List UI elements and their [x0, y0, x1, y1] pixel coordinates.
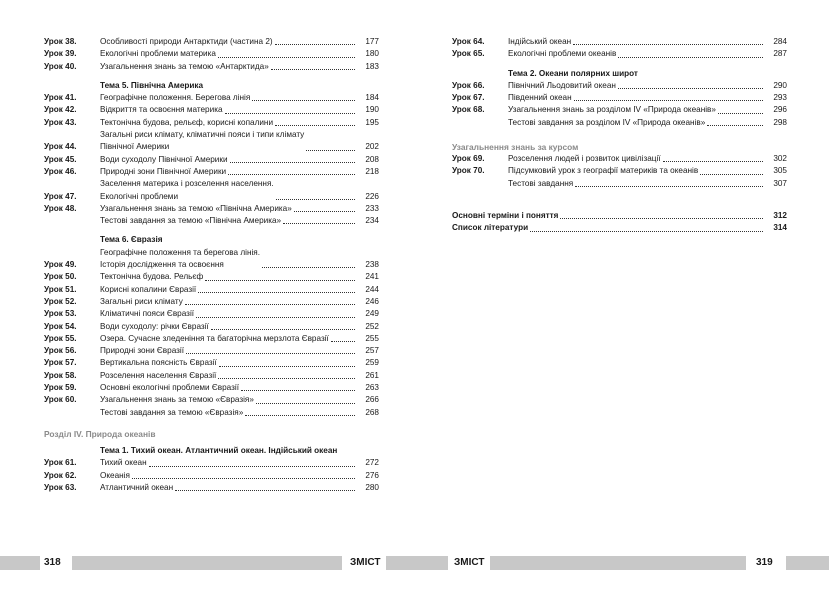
- lesson-number: Урок 64.: [452, 37, 485, 46]
- entry-title: Підсумковий урок з географії материків та океанів: [508, 166, 699, 176]
- page-ref: 190: [365, 105, 379, 115]
- toc-entry: [452, 80, 787, 92]
- dot-leader: [573, 44, 763, 45]
- entry-title: Загальні риси клімату: [100, 296, 183, 306]
- page-ref: 259: [365, 358, 379, 368]
- entry-title: Особливості природи Антарктиди (частина 2): [100, 37, 273, 46]
- lesson-number: Урок 61.: [44, 458, 77, 468]
- entry-title: Відкриття та освоєння материка: [100, 105, 223, 115]
- toc-entry: [44, 104, 379, 116]
- lesson-number: Урок 46.: [44, 166, 77, 176]
- footer-label-left: ЗМІСТ: [350, 557, 381, 568]
- lesson-number: Урок 51.: [44, 284, 77, 294]
- page-ref: 276: [365, 470, 379, 480]
- entry-title: Кліматичні пояси Євразії: [100, 309, 195, 319]
- entry-title: Географічне положення. Берегова лінія: [100, 93, 251, 103]
- entry-title: Узагальнення знань за темою «Північна Америка»: [100, 203, 292, 213]
- page-ref: 296: [773, 105, 787, 115]
- page-ref: 298: [773, 117, 787, 127]
- toc-entry: [44, 36, 379, 48]
- toc-entry: [452, 48, 787, 60]
- dot-leader: [218, 57, 355, 58]
- page-number-right: 319: [756, 557, 773, 568]
- toc-entry: [452, 178, 787, 190]
- page-ref: 314: [773, 223, 787, 233]
- page-ref: 287: [773, 49, 787, 59]
- toc-block: [44, 36, 379, 73]
- page-ref: 252: [365, 321, 379, 331]
- entry-title: Води суходолу Північної Америки: [100, 154, 228, 164]
- lesson-number: Урок 68.: [452, 105, 485, 115]
- toc-entry: [44, 357, 379, 369]
- lesson-number: Урок 39.: [44, 49, 77, 59]
- page-number-left: 318: [44, 557, 61, 568]
- toc-entry: [44, 321, 379, 333]
- toc-entry: [44, 92, 379, 104]
- dot-leader: [700, 174, 763, 175]
- dot-leader: [132, 478, 355, 479]
- toc-entry: [44, 215, 379, 227]
- page-ref: 234: [365, 216, 379, 226]
- entry-title: Узагальнення знань за темою «Антарктида»: [100, 61, 269, 71]
- toc-entry: [44, 129, 379, 154]
- toc-entry: [44, 247, 379, 272]
- toc-block: [44, 457, 379, 494]
- lesson-number: Урок 52.: [44, 296, 77, 306]
- page-ref: 218: [365, 166, 379, 176]
- page-ref: 238: [365, 260, 379, 270]
- dot-leader: [575, 186, 763, 187]
- lesson-number: Урок 54.: [44, 321, 77, 331]
- lesson-number: Урок 62.: [44, 470, 77, 480]
- entry-title: Географічне положення та берегова лінія.: [100, 247, 261, 257]
- page-ref: 257: [365, 346, 379, 356]
- toc-entry: [452, 153, 787, 165]
- toc-entry: [44, 166, 379, 178]
- footer-label-right: ЗМІСТ: [454, 557, 485, 568]
- page-ref: 177: [365, 37, 379, 46]
- topic-heading: Тема 2. Океани полярних широт: [508, 68, 638, 78]
- dot-leader: [618, 88, 763, 89]
- entry-title: Тестові завдання за темою «Північна Америка»: [100, 216, 282, 226]
- toc-block: [452, 153, 787, 190]
- page-ref: 290: [773, 80, 787, 90]
- lesson-number: Урок 57.: [44, 358, 77, 368]
- dot-leader: [262, 267, 355, 268]
- topic-heading: Тема 5. Північна Америка: [100, 80, 204, 90]
- lesson-number: Урок 45.: [44, 154, 77, 164]
- toc-entry: [452, 36, 787, 48]
- entry-title: Розселення людей і розвиток цивілізації: [508, 154, 661, 164]
- toc-entry: [44, 203, 379, 215]
- section-heading: Узагальнення знань за курсом: [452, 142, 579, 153]
- toc-entry: [44, 284, 379, 296]
- page-ref: 241: [365, 272, 379, 282]
- entry-title: Список літератури: [452, 223, 529, 233]
- page-ref: 233: [365, 203, 379, 213]
- dot-leader: [186, 353, 355, 354]
- page-ref: 280: [365, 482, 379, 492]
- lesson-number: Урок 49.: [44, 260, 77, 270]
- page-ref: 305: [773, 166, 787, 176]
- toc-entry: [452, 92, 787, 104]
- dot-leader: [205, 280, 355, 281]
- entry-title: Індійський океан: [508, 37, 572, 46]
- dot-leader: [331, 341, 355, 342]
- dot-leader: [211, 329, 355, 330]
- lesson-number: Урок 58.: [44, 370, 77, 380]
- footer-bar-center: [386, 556, 448, 570]
- dot-leader: [718, 113, 763, 114]
- page-ref: 312: [773, 210, 787, 220]
- entry-title: Озера. Сучасне зледеніння та багаторічна мерзлота Євразії: [100, 333, 329, 343]
- dot-leader: [230, 162, 355, 163]
- page-ref: 284: [773, 37, 787, 46]
- footer-bar-right-edge: [786, 556, 829, 570]
- entry-title: Природні зони Північної Америки: [100, 166, 227, 176]
- lesson-number: Урок 56.: [44, 346, 77, 356]
- toc-entry: [452, 222, 787, 234]
- dot-leader: [560, 218, 763, 219]
- dot-leader: [275, 125, 355, 126]
- entry-title: Заселення материка і розселення населення.: [100, 179, 274, 189]
- dot-leader: [663, 161, 763, 162]
- lesson-number: Урок 42.: [44, 105, 77, 115]
- lesson-number: Урок 69.: [452, 154, 485, 164]
- page-ref: 244: [365, 284, 379, 294]
- dot-leader: [219, 366, 355, 367]
- lesson-number: Урок 48.: [44, 203, 77, 213]
- lesson-number: Урок 50.: [44, 272, 77, 282]
- toc-entry: [44, 61, 379, 73]
- lesson-number: Урок 67.: [452, 93, 485, 103]
- dot-leader: [252, 100, 355, 101]
- toc-entry: [44, 394, 379, 406]
- page-ref: 208: [365, 154, 379, 164]
- entry-title: Розселення населення Євразії: [100, 370, 217, 380]
- dot-leader: [618, 57, 763, 58]
- page-ref: 263: [365, 383, 379, 393]
- lesson-number: Урок 63.: [44, 482, 77, 492]
- dot-leader: [574, 100, 763, 101]
- footer-bar-left: [72, 556, 342, 570]
- lesson-number: Урок 43.: [44, 117, 77, 127]
- entry-title: Тестові завдання за розділом IV «Природа океанів»: [508, 117, 706, 127]
- page-ref: 180: [365, 49, 379, 59]
- entry-title: Основні екологічні проблеми Євразії: [100, 383, 239, 393]
- dot-leader: [185, 304, 355, 305]
- entry-title: Води суходолу: річки Євразії: [100, 321, 209, 331]
- toc-entry: [44, 308, 379, 320]
- dot-leader: [225, 113, 355, 114]
- entry-title: Екологічні проблеми материка: [100, 49, 216, 59]
- lesson-number: Урок 41.: [44, 93, 77, 103]
- entry-title: Атлантичний океан: [100, 482, 174, 492]
- toc-block: [44, 92, 379, 227]
- lesson-number: Урок 44.: [44, 142, 77, 152]
- entry-title: Тестові завдання: [508, 178, 574, 188]
- entry-title: Корисні копалини Євразії: [100, 284, 197, 294]
- page-ref: 249: [365, 309, 379, 319]
- page-ref: 226: [365, 191, 379, 201]
- toc-entry: [44, 382, 379, 394]
- toc-entry: [44, 407, 379, 419]
- entry-title: Тестові завдання за темою «Євразія»: [100, 407, 244, 417]
- right-page: [452, 36, 787, 235]
- toc-block: [452, 36, 787, 61]
- page-ref: 183: [365, 61, 379, 71]
- entry-title: Узагальнення знань за темою «Євразія»: [100, 395, 254, 405]
- toc-entry: [44, 117, 379, 129]
- lesson-number: Урок 65.: [452, 49, 485, 59]
- toc-block-bold: [452, 210, 787, 235]
- page-ref: 293: [773, 93, 787, 103]
- page-ref: 195: [365, 117, 379, 127]
- dot-leader: [256, 403, 355, 404]
- entry-title: Південний океан: [508, 93, 572, 103]
- section-heading: Розділ IV. Природа океанів: [44, 428, 156, 439]
- lesson-number: Урок 66.: [452, 80, 485, 90]
- entry-title: Загальні риси клімату, кліматичні пояси і типи клімату: [100, 130, 305, 140]
- dot-leader: [283, 223, 355, 224]
- toc-entry: [452, 210, 787, 222]
- page-ref: 307: [773, 178, 787, 188]
- toc-entry: [44, 333, 379, 345]
- lesson-number: Урок 40.: [44, 61, 77, 71]
- topic-heading: Тема 1. Тихий океан. Атлантичний океан. Індійський океан: [100, 445, 338, 455]
- toc-entry: [44, 271, 379, 283]
- dot-leader: [276, 199, 355, 200]
- lesson-number: Урок 60.: [44, 395, 77, 405]
- page-ref: 261: [365, 370, 379, 380]
- toc-entry: [44, 345, 379, 357]
- toc-block: [44, 247, 379, 419]
- page-ref: 302: [773, 154, 787, 164]
- topic-heading: Тема 6. Євразія: [100, 235, 163, 245]
- toc-entry: [452, 165, 787, 177]
- entry-title: Екологічні проблеми: [100, 191, 179, 201]
- lesson-number: Урок 53.: [44, 309, 77, 319]
- dot-leader: [228, 174, 355, 175]
- lesson-number: Урок 59.: [44, 383, 77, 393]
- dot-leader: [198, 292, 355, 293]
- entry-title: Історія дослідження та освоєння: [100, 260, 224, 270]
- page-ref: 255: [365, 333, 379, 343]
- entry-title: Північний Льодовитий океан: [508, 80, 616, 90]
- page-ref: 184: [365, 93, 379, 103]
- toc-entry: [44, 296, 379, 308]
- entry-title: Північної Америки: [100, 142, 170, 152]
- lesson-number: Урок 38.: [44, 37, 77, 46]
- toc-entry: [452, 117, 787, 129]
- entry-title: Узагальнення знань за розділом IV «Природа океанів»: [508, 105, 716, 115]
- page-ref: 266: [365, 395, 379, 405]
- dot-leader: [306, 150, 355, 151]
- toc-entry: [44, 470, 379, 482]
- page-ref: 272: [365, 458, 379, 468]
- entry-title: Екологічні проблеми океанів: [508, 49, 617, 59]
- dot-leader: [175, 490, 355, 491]
- lesson-number: Урок 55.: [44, 333, 77, 343]
- entry-title: Вертикальна поясність Євразії: [100, 358, 217, 368]
- dot-leader: [149, 466, 355, 467]
- entry-title: Тектонічна будова, рельєф, корисні копалини: [100, 117, 274, 127]
- toc-entry: [44, 178, 379, 203]
- toc-entry: [44, 457, 379, 469]
- entry-title: Океанія: [100, 470, 130, 480]
- page-ref: 246: [365, 296, 379, 306]
- toc-entry: [452, 104, 787, 116]
- dot-leader: [275, 44, 355, 45]
- toc-entry: [44, 154, 379, 166]
- dot-leader: [294, 211, 355, 212]
- dot-leader: [271, 69, 355, 70]
- toc-entry: [44, 48, 379, 60]
- dot-leader: [707, 125, 763, 126]
- entry-title: Тихий океан: [100, 458, 147, 468]
- toc-entry: [44, 482, 379, 494]
- dot-leader: [218, 378, 355, 379]
- lesson-number: Урок 47.: [44, 191, 77, 201]
- dot-leader: [530, 231, 763, 232]
- entry-title: Тектонічна будова. Рельєф: [100, 272, 204, 282]
- toc-entry: [44, 370, 379, 382]
- lesson-number: Урок 70.: [452, 166, 485, 176]
- toc-block: [452, 80, 787, 129]
- entry-title: Основні терміни і поняття: [452, 210, 559, 220]
- dot-leader: [196, 317, 355, 318]
- dot-leader: [245, 415, 355, 416]
- entry-title: Природні зони Євразії: [100, 346, 185, 356]
- left-page: [44, 36, 379, 494]
- page-ref: 202: [365, 142, 379, 152]
- page-ref: 268: [365, 407, 379, 417]
- footer-bar-left-edge: [0, 556, 40, 570]
- footer-bar-right: [490, 556, 746, 570]
- dot-leader: [241, 390, 355, 391]
